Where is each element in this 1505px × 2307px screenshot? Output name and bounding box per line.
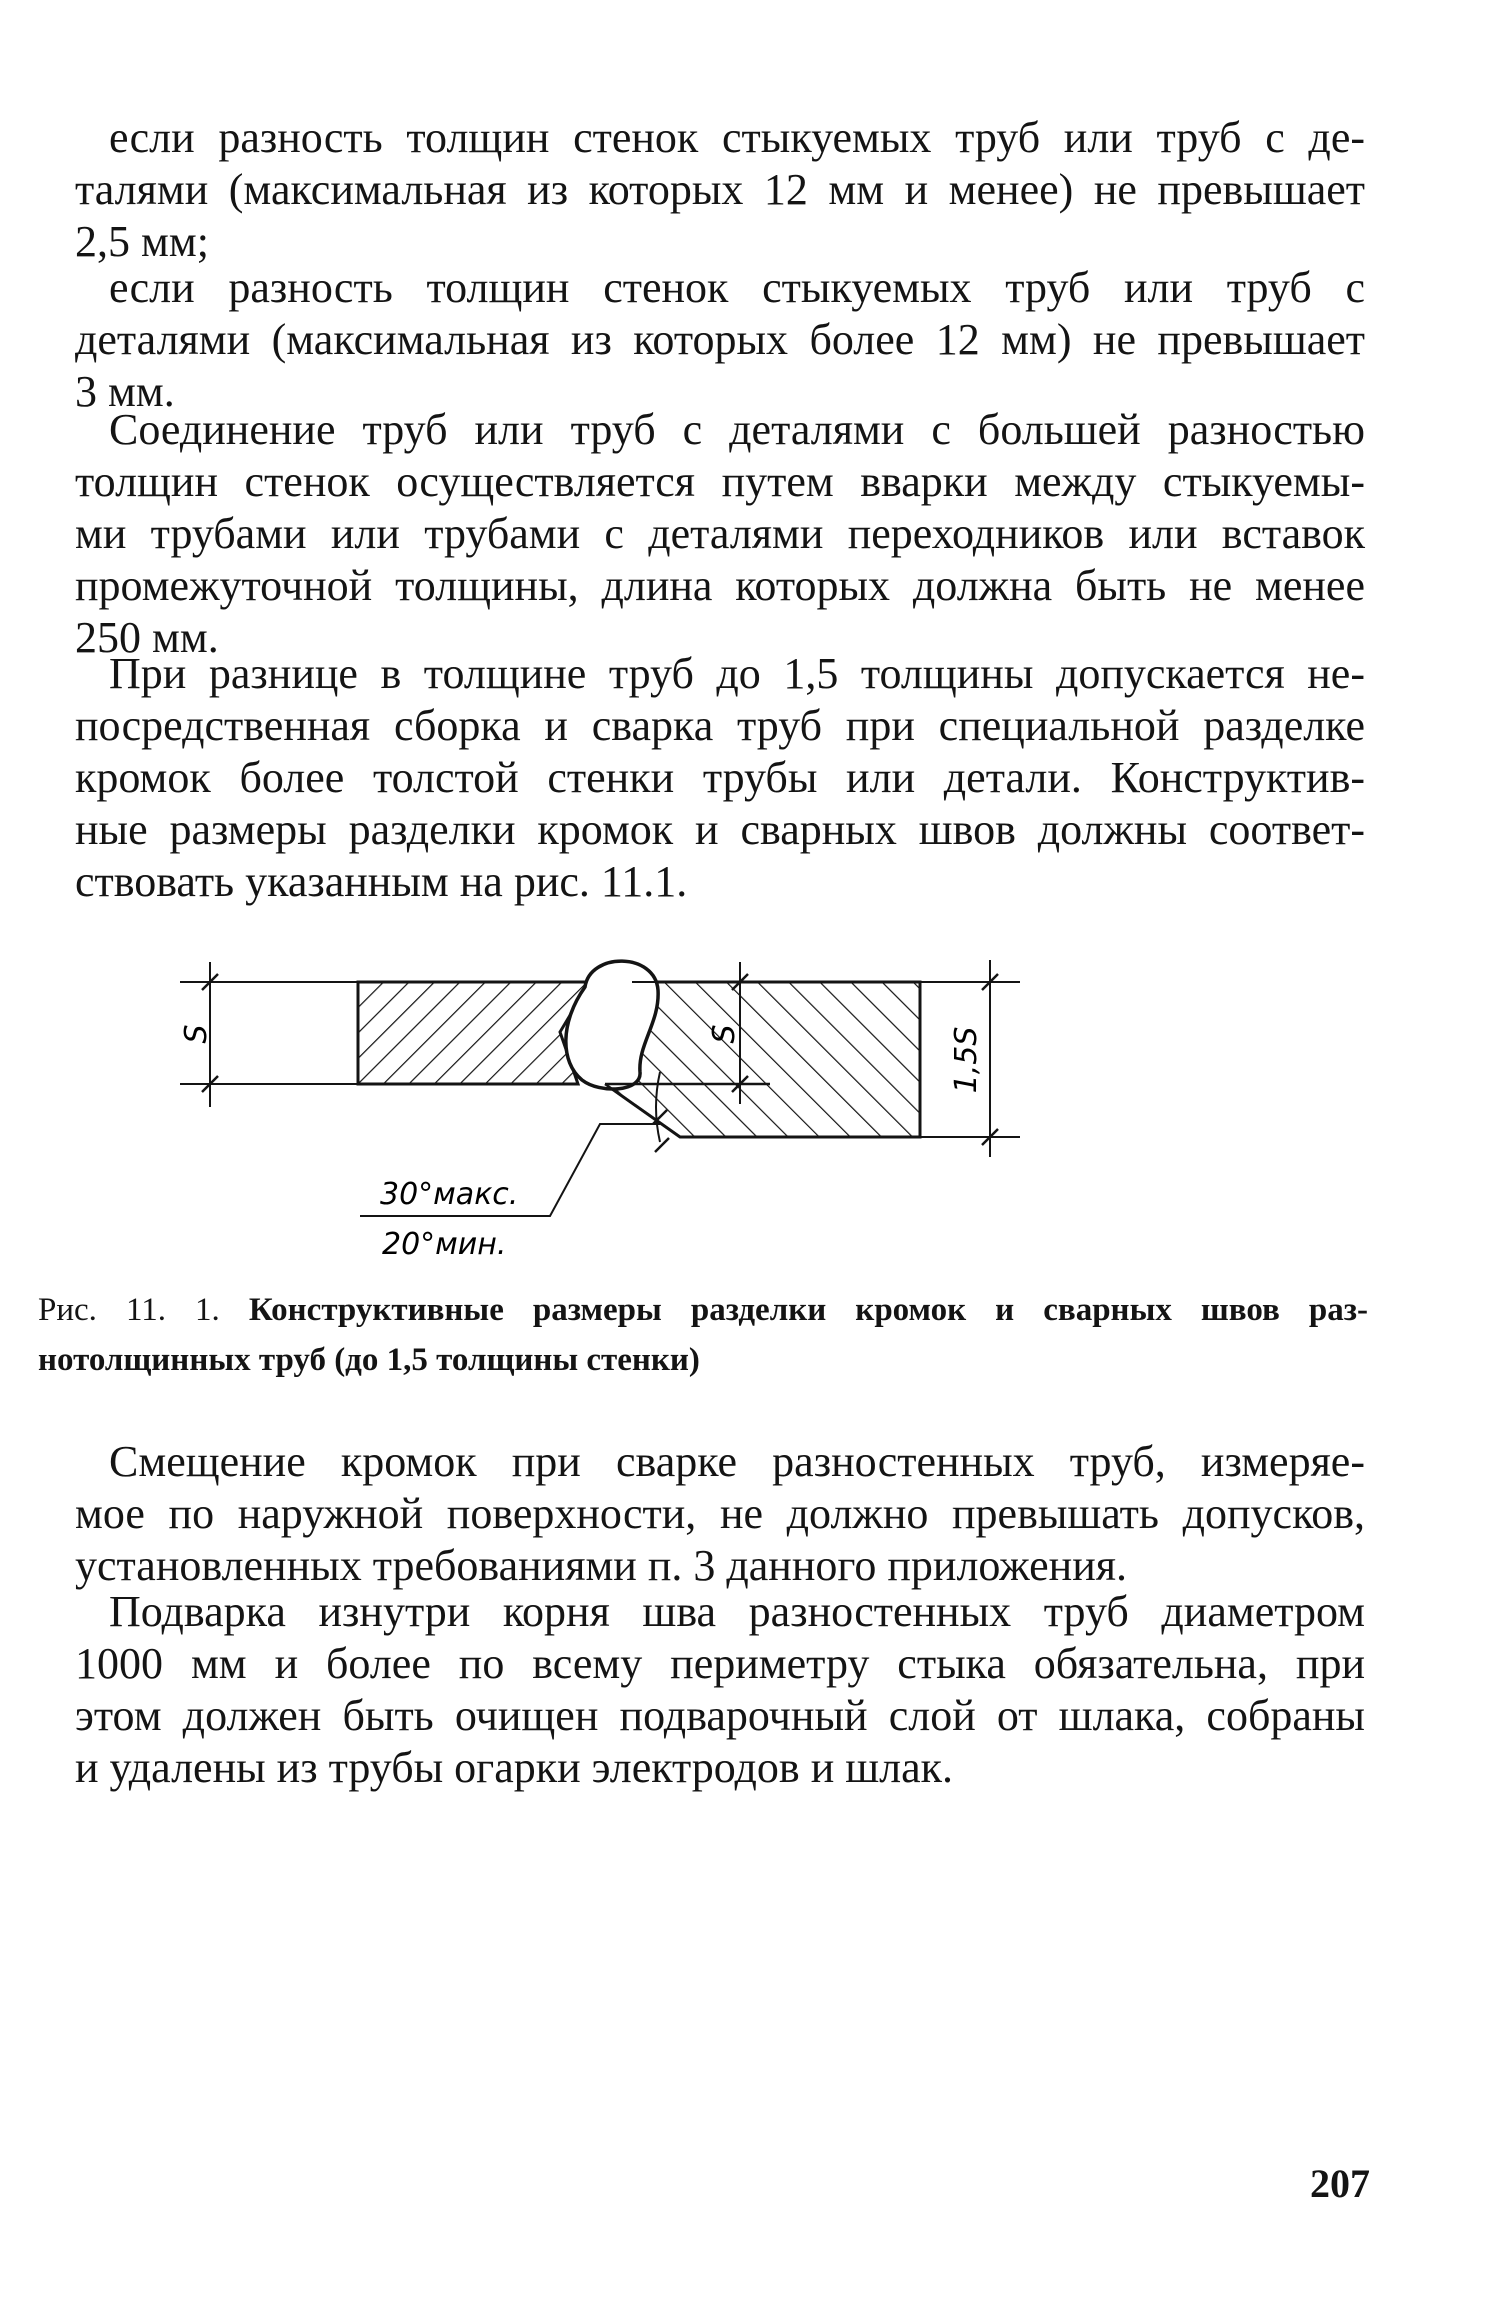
text-line: этом должен быть очищен подварочный слой от шлака, собраны bbox=[75, 1691, 1365, 1740]
paragraph-1 bbox=[75, 112, 1365, 268]
paragraph-2 bbox=[75, 262, 1365, 418]
text-line: 250 мм. bbox=[75, 613, 219, 662]
weld-joint-diagram bbox=[179, 952, 1030, 1292]
text-line: и удалены из трубы огарки электродов и шлак. bbox=[75, 1743, 953, 1792]
paragraph-5 bbox=[75, 1436, 1365, 1592]
text-line: талями (максимальная из которых 12 мм и менее) не превышает bbox=[75, 165, 1365, 214]
text-line: промежуточной толщины, длина которых должна быть не менее bbox=[75, 561, 1365, 610]
caption-line: нотолщинных труб (до 1,5 толщины стенки) bbox=[38, 1342, 700, 1378]
text-line: посредственная сборка и сварка труб при специальной разделке bbox=[75, 701, 1365, 750]
text-line: если разность толщин стенок стыкуемых труб или труб с bbox=[109, 263, 1365, 312]
text-line: При разнице в толщине труб до 1,5 толщины допускается не- bbox=[109, 649, 1365, 698]
figure-caption bbox=[38, 1285, 1368, 1385]
label-s-middle: S bbox=[707, 1024, 742, 1044]
text-line: кромок более толстой стенки трубы или детали. Конструктив- bbox=[75, 753, 1365, 802]
text-line: ми трубами или трубами с деталями переходников или вставок bbox=[75, 509, 1365, 558]
text-line: 2,5 мм; bbox=[75, 217, 209, 266]
caption-prefix: Рис. 11. 1. bbox=[38, 1292, 220, 1328]
text-line: установленных требованиями п. 3 данного приложения. bbox=[75, 1541, 1127, 1590]
paragraph-6 bbox=[75, 1586, 1365, 1794]
label-1-5s: 1,5S bbox=[949, 1026, 984, 1094]
paragraph-4 bbox=[75, 648, 1365, 908]
text-line: если разность толщин стенок стыкуемых труб или труб с де- bbox=[109, 113, 1365, 162]
text-line: мое по наружной поверхности, не должно превышать допусков, bbox=[75, 1489, 1365, 1538]
text-line: Смещение кромок при сварке разностенных труб, измеряе- bbox=[109, 1437, 1365, 1486]
text-line: ные размеры разделки кромок и сварных швов должны соответ- bbox=[75, 805, 1365, 854]
text-line: ствовать указанным на рис. 11.1. bbox=[75, 857, 688, 906]
thin-pipe-wall bbox=[358, 982, 590, 1084]
angle-max-label: 30°макс. bbox=[380, 1177, 519, 1212]
text-line: 3 мм. bbox=[75, 367, 175, 416]
paragraph-3 bbox=[75, 404, 1365, 664]
caption-line bbox=[38, 1285, 1368, 1335]
text-line: 1000 мм и более по всему периметру стыка обязательна, при bbox=[75, 1639, 1365, 1688]
text-line: деталями (максимальная из которых более 12 мм) не превышает bbox=[75, 315, 1365, 364]
text-line: Соединение труб или труб с деталями с большей разностью bbox=[109, 405, 1365, 454]
caption-text: Конструктивные размеры разделки кромок и сварных швов раз- bbox=[248, 1292, 1369, 1328]
text-line: Подварка изнутри корня шва разностенных труб диаметром bbox=[109, 1587, 1365, 1636]
page-number: 207 bbox=[1310, 2161, 1370, 2206]
text-line: толщин стенок осуществляется путем вварки между стыкуемы- bbox=[75, 457, 1365, 506]
label-s-left: S bbox=[179, 1024, 214, 1044]
angle-min-label: 20°мин. bbox=[382, 1227, 507, 1262]
